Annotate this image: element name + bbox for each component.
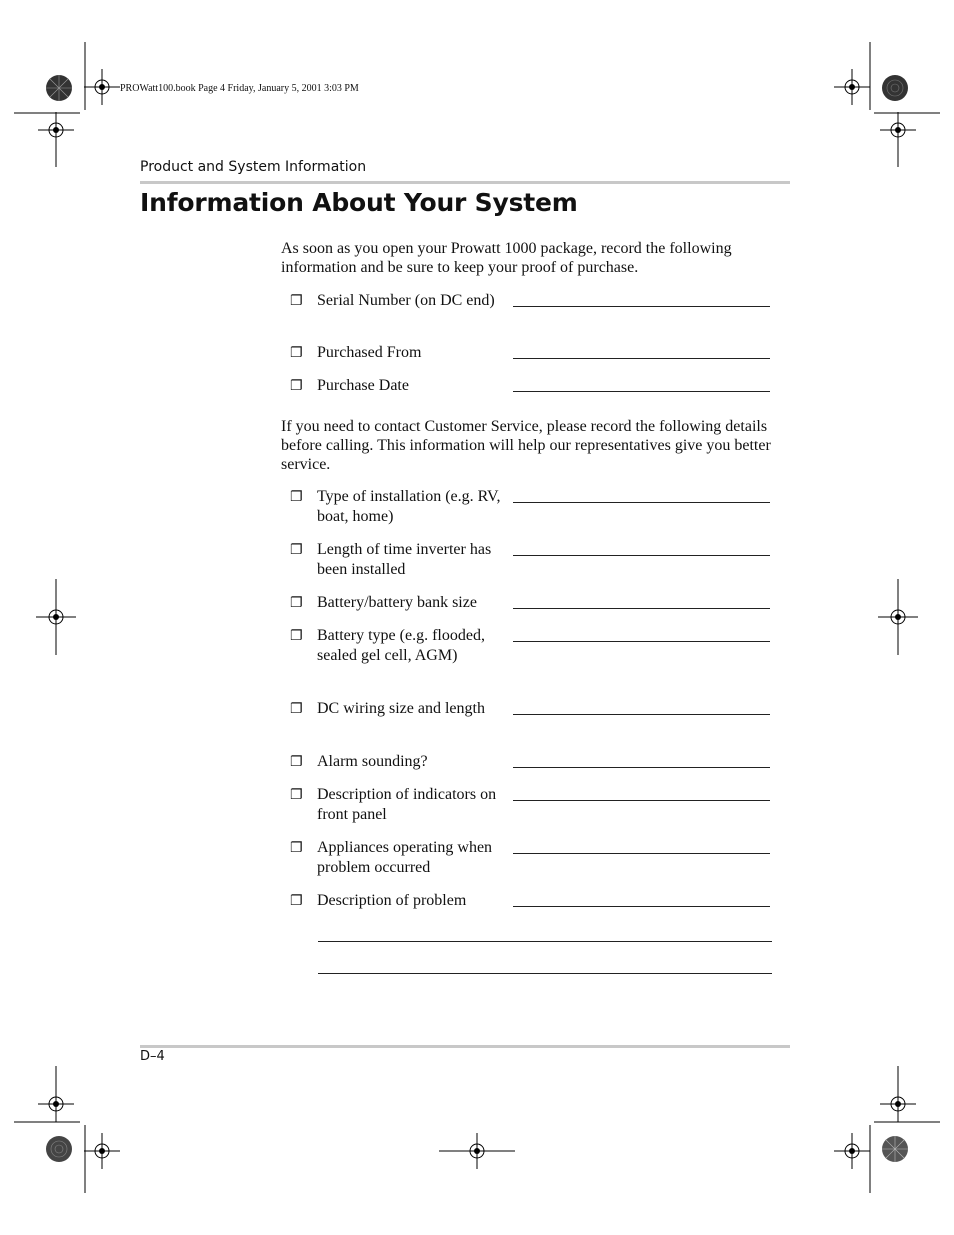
field-label: Description of indicators on front panel (317, 786, 497, 823)
list-item (290, 487, 780, 527)
blank-line (513, 752, 770, 768)
header-rule (140, 181, 790, 184)
registration-target-icon (36, 579, 76, 655)
list-item (290, 785, 780, 825)
blank-line (513, 487, 770, 503)
blank-line (513, 699, 770, 715)
blank-line (513, 540, 770, 556)
field-label: Type of installation (e.g. RV, boat, home) (317, 488, 501, 525)
field-label: Battery type (e.g. flooded, sealed gel cell, AGM) (317, 627, 485, 664)
field-label: Serial Number (on DC end) (317, 292, 495, 309)
intro-paragraph-1: As soon as you open your Prowatt 1000 package, record the following information and be sure to keep your proof of purchase. (281, 240, 732, 276)
blank-line (513, 593, 770, 609)
blank-line (513, 838, 770, 854)
field-label: Length of time inverter has been installed (317, 541, 492, 578)
checkbox-icon: ❐ (290, 893, 303, 909)
starburst-target-icon (881, 1135, 909, 1163)
checkbox-icon: ❐ (290, 754, 303, 770)
list-item (290, 838, 780, 878)
page-title: Information About Your System (140, 188, 578, 217)
blank-line (513, 626, 770, 642)
field-label: Description of problem (317, 892, 467, 909)
blank-line (513, 785, 770, 801)
checkbox-icon: ❐ (290, 378, 303, 394)
field-label: Appliances operating when problem occurred (317, 839, 493, 876)
registration-target-icon (878, 1084, 918, 1124)
registration-target-icon (82, 67, 122, 107)
list-item (290, 593, 780, 613)
checkbox-icon: ❐ (290, 489, 303, 505)
registration-target-icon (82, 1131, 122, 1171)
registration-target-icon (878, 110, 918, 150)
list-item (290, 626, 780, 666)
page-number: D–4 (140, 1049, 165, 1064)
field-label: Alarm sounding? (317, 753, 428, 770)
blank-line (513, 891, 770, 907)
starburst-target-icon (45, 1135, 73, 1163)
registration-target-icon (36, 110, 76, 150)
field-label: Purchased From (317, 344, 422, 361)
checkbox-icon: ❐ (290, 701, 303, 717)
list-item (290, 540, 780, 580)
blank-line (513, 291, 770, 307)
footer-rule (140, 1045, 790, 1048)
checkbox-icon: ❐ (290, 595, 303, 611)
list-item (290, 291, 780, 311)
starburst-target-icon (881, 74, 909, 102)
registration-target-icon (36, 1084, 76, 1124)
registration-target-icon (878, 579, 918, 655)
checkbox-icon: ❐ (290, 293, 303, 309)
intro-paragraph-2: If you need to contact Customer Service, please record the following details before calling. This information will help our representatives give you better service. (281, 418, 771, 473)
blank-line (513, 343, 770, 359)
list-item (290, 752, 780, 772)
checkbox-icon: ❐ (290, 840, 303, 856)
field-label: Battery/battery bank size (317, 594, 477, 611)
checkbox-icon: ❐ (290, 542, 303, 558)
blank-line-long (318, 973, 772, 974)
list-item (290, 376, 780, 396)
checkbox-icon: ❐ (290, 628, 303, 644)
list-item (290, 699, 780, 719)
field-label: Purchase Date (317, 377, 409, 394)
list-item (290, 891, 780, 911)
field-label: DC wiring size and length (317, 700, 485, 717)
registration-target-icon (439, 1131, 515, 1171)
running-header: Product and System Information (140, 159, 367, 175)
registration-target-icon (832, 67, 872, 107)
list-item (290, 343, 780, 363)
registration-target-icon (832, 1131, 872, 1171)
starburst-target-icon (45, 74, 73, 102)
blank-line-long (318, 941, 772, 942)
blank-line (513, 376, 770, 392)
checkbox-icon: ❐ (290, 787, 303, 803)
book-slug: PROWatt100.book Page 4 Friday, January 5, 2001 3:03 PM (120, 83, 359, 94)
checkbox-icon: ❐ (290, 345, 303, 361)
